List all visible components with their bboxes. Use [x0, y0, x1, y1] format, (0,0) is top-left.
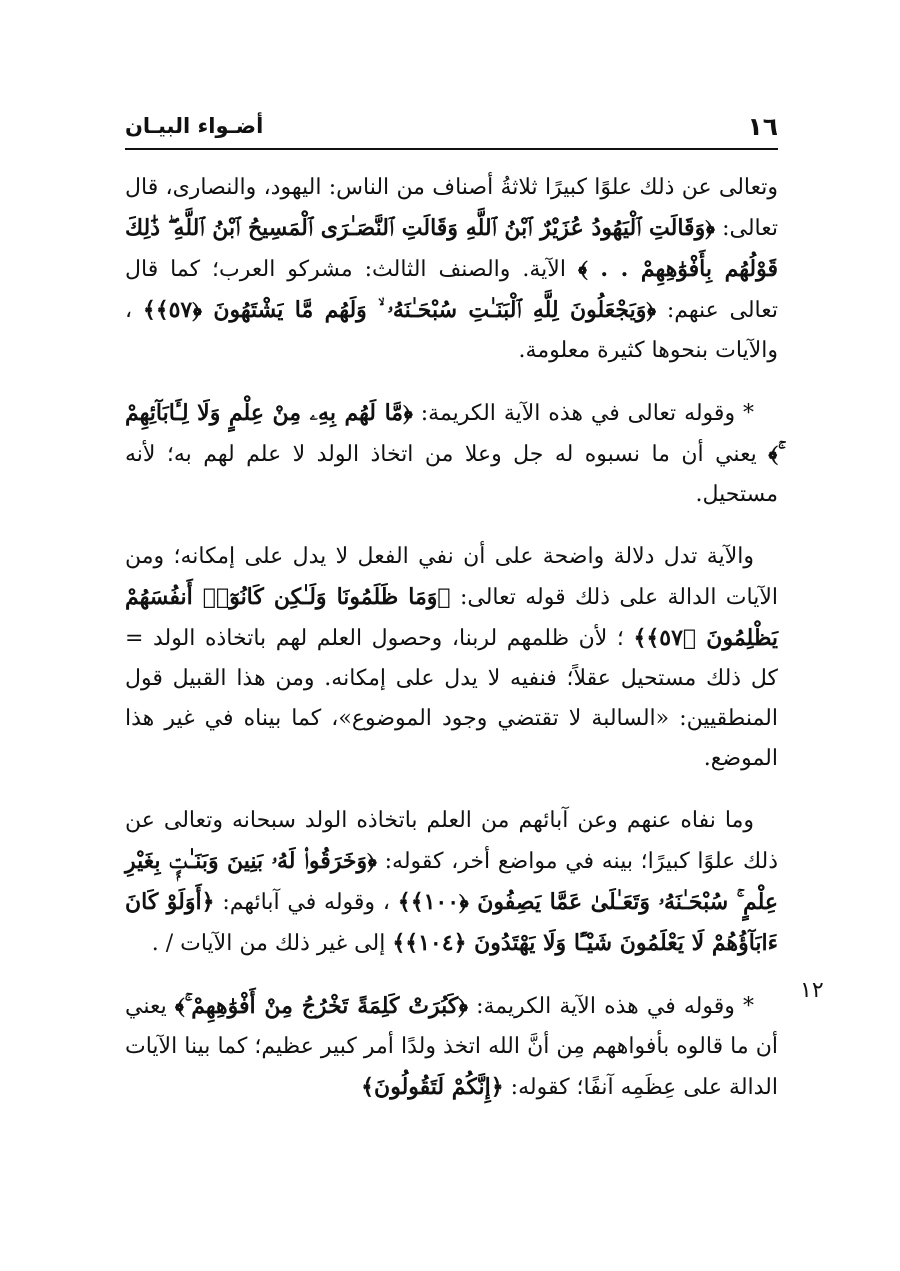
paragraph-text: * وقوله في هذه الآية الكريمة: — [467, 994, 754, 1019]
quran-quote: ﴿مَّا لَهُم بِهِۦ مِنْ عِلْمٍ وَلَا لِـَٔابَآئِهِمْ ۚ﴾ — [125, 400, 778, 467]
quran-quote: ﴿وَمَا ظَلَمُونَا وَلَـٰكِن كَانُوٓا۟ أَنفُسَهُمْ يَظْلِمُونَ ﴿٥٧﴾﴾ — [125, 584, 779, 651]
paragraph-text: وتعالى عن ذلك علوًا كبيرًا ثلاثةُ أصناف من الناس: اليهود، والنصارى، قال تعالى: — [125, 175, 778, 241]
paragraph-text: وما نفاه عنهم وعن آبائهم من العلم باتخاذه الولد سبحانه وتعالى عن ذلك علوًا كبيرًا؛ بينه في مواضع أخر، كقوله: — [125, 808, 779, 874]
paragraph-text: الآية. والصنف الثالث: مشركو العرب؛ كما قال تعالى عنهم: — [125, 257, 778, 323]
paragraph-text: * وقوله تعالى في هذه الآية الكريمة: — [412, 401, 754, 426]
paragraph-text: يعني أن ما نسبوه له جل وعلا من اتخاذ الولد لا علم لهم به؛ لأنه مستحيل. — [125, 442, 778, 507]
quran-quote: ﴿وَيَجْعَلُونَ لِلَّهِ ٱلْبَنَـٰتِ سُبْحَـٰنَهُۥ ۙ وَلَهُم مَّا يَشْتَهُونَ ﴿٥٧﴾﴾ — [142, 297, 657, 323]
paragraph-text: ، والآيات بنحوها كثيرة معلومة. — [125, 298, 778, 363]
quran-quote: ﴿وَخَرَقُوا۟ لَهُۥ بَنِينَ وَبَنَـٰتٍۭ بِغَيْرِ عِلْمٍ ۚ سُبْحَـٰنَهُۥ وَتَعَـٰلَىٰ عَمَّا يَصِفُونَ ﴿١٠٠﴾﴾ — [125, 848, 779, 915]
page-header — [125, 110, 778, 150]
book-title: أضـواء البيـان — [125, 114, 264, 138]
paragraph-3 — [125, 537, 778, 779]
body-text — [125, 168, 778, 1130]
paragraph-5 — [125, 986, 778, 1108]
paragraph-1 — [125, 168, 778, 371]
paragraph-text: والآية تدل دلالة واضحة على أن نفي الفعل لا يدل على إمكانه؛ ومن الآيات الدالة على ذلك قوله تعالى: — [125, 544, 778, 610]
quran-quote: ﴿إِنَّكُمْ لَتَقُولُونَ﴾ — [361, 1074, 504, 1100]
margin-page-marker: ١٢ — [800, 978, 824, 1003]
paragraph-2 — [125, 393, 778, 515]
paragraph-text: ، وقوله في آبائهم: — [214, 890, 390, 915]
paragraph-text: ؛ لأن ظلمهم لربنا، وحصول العلم لهم باتخاذه الولد = كل ذلك مستحيل عقلاً؛ فنفيه لا يدل على إمكانه. ومن هذا القبيل قول المنطقيين: «السالبة لا تقتضي وجود الموضوع»، كما بيناه في غير هذا الموضع. — [125, 626, 778, 771]
page-number: ١٦ — [747, 112, 778, 141]
quran-quote: ﴿كَبُرَتْ كَلِمَةً تَخْرُجُ مِنْ أَفْوَٰهِهِمْ ۚ﴾ — [174, 993, 468, 1019]
quran-quote: ﴿أَوَلَوْ كَانَ ءَابَآؤُهُمْ لَا يَعْلَمُونَ شَيْـًٔا وَلَا يَهْتَدُونَ ﴿١٠٤﴾﴾ — [125, 889, 778, 956]
paragraph-4 — [125, 801, 778, 964]
quran-quote: ﴿وَقَالَتِ ٱلْيَهُودُ عُزَيْرٌ ٱبْنُ ٱللَّهِ وَقَالَتِ ٱلنَّصَـٰرَى ٱلْمَسِيحُ ٱبْنُ ٱللَّهِ ۖ ذَٰلِكَ قَوْلُهُم بِأَفْوَٰهِهِمْ . . ﴾ — [125, 215, 779, 282]
paragraph-text: يعني أن ما قالوه بأفواههم مِن أنَّ الله اتخذ ولدًا أمر كبير عظيم؛ كما بينا الآيات الدالة على عِظَمِه آنفًا؛ كقوله: — [125, 994, 778, 1100]
paragraph-text: إلى غير ذلك من الآيات / . — [151, 931, 386, 956]
